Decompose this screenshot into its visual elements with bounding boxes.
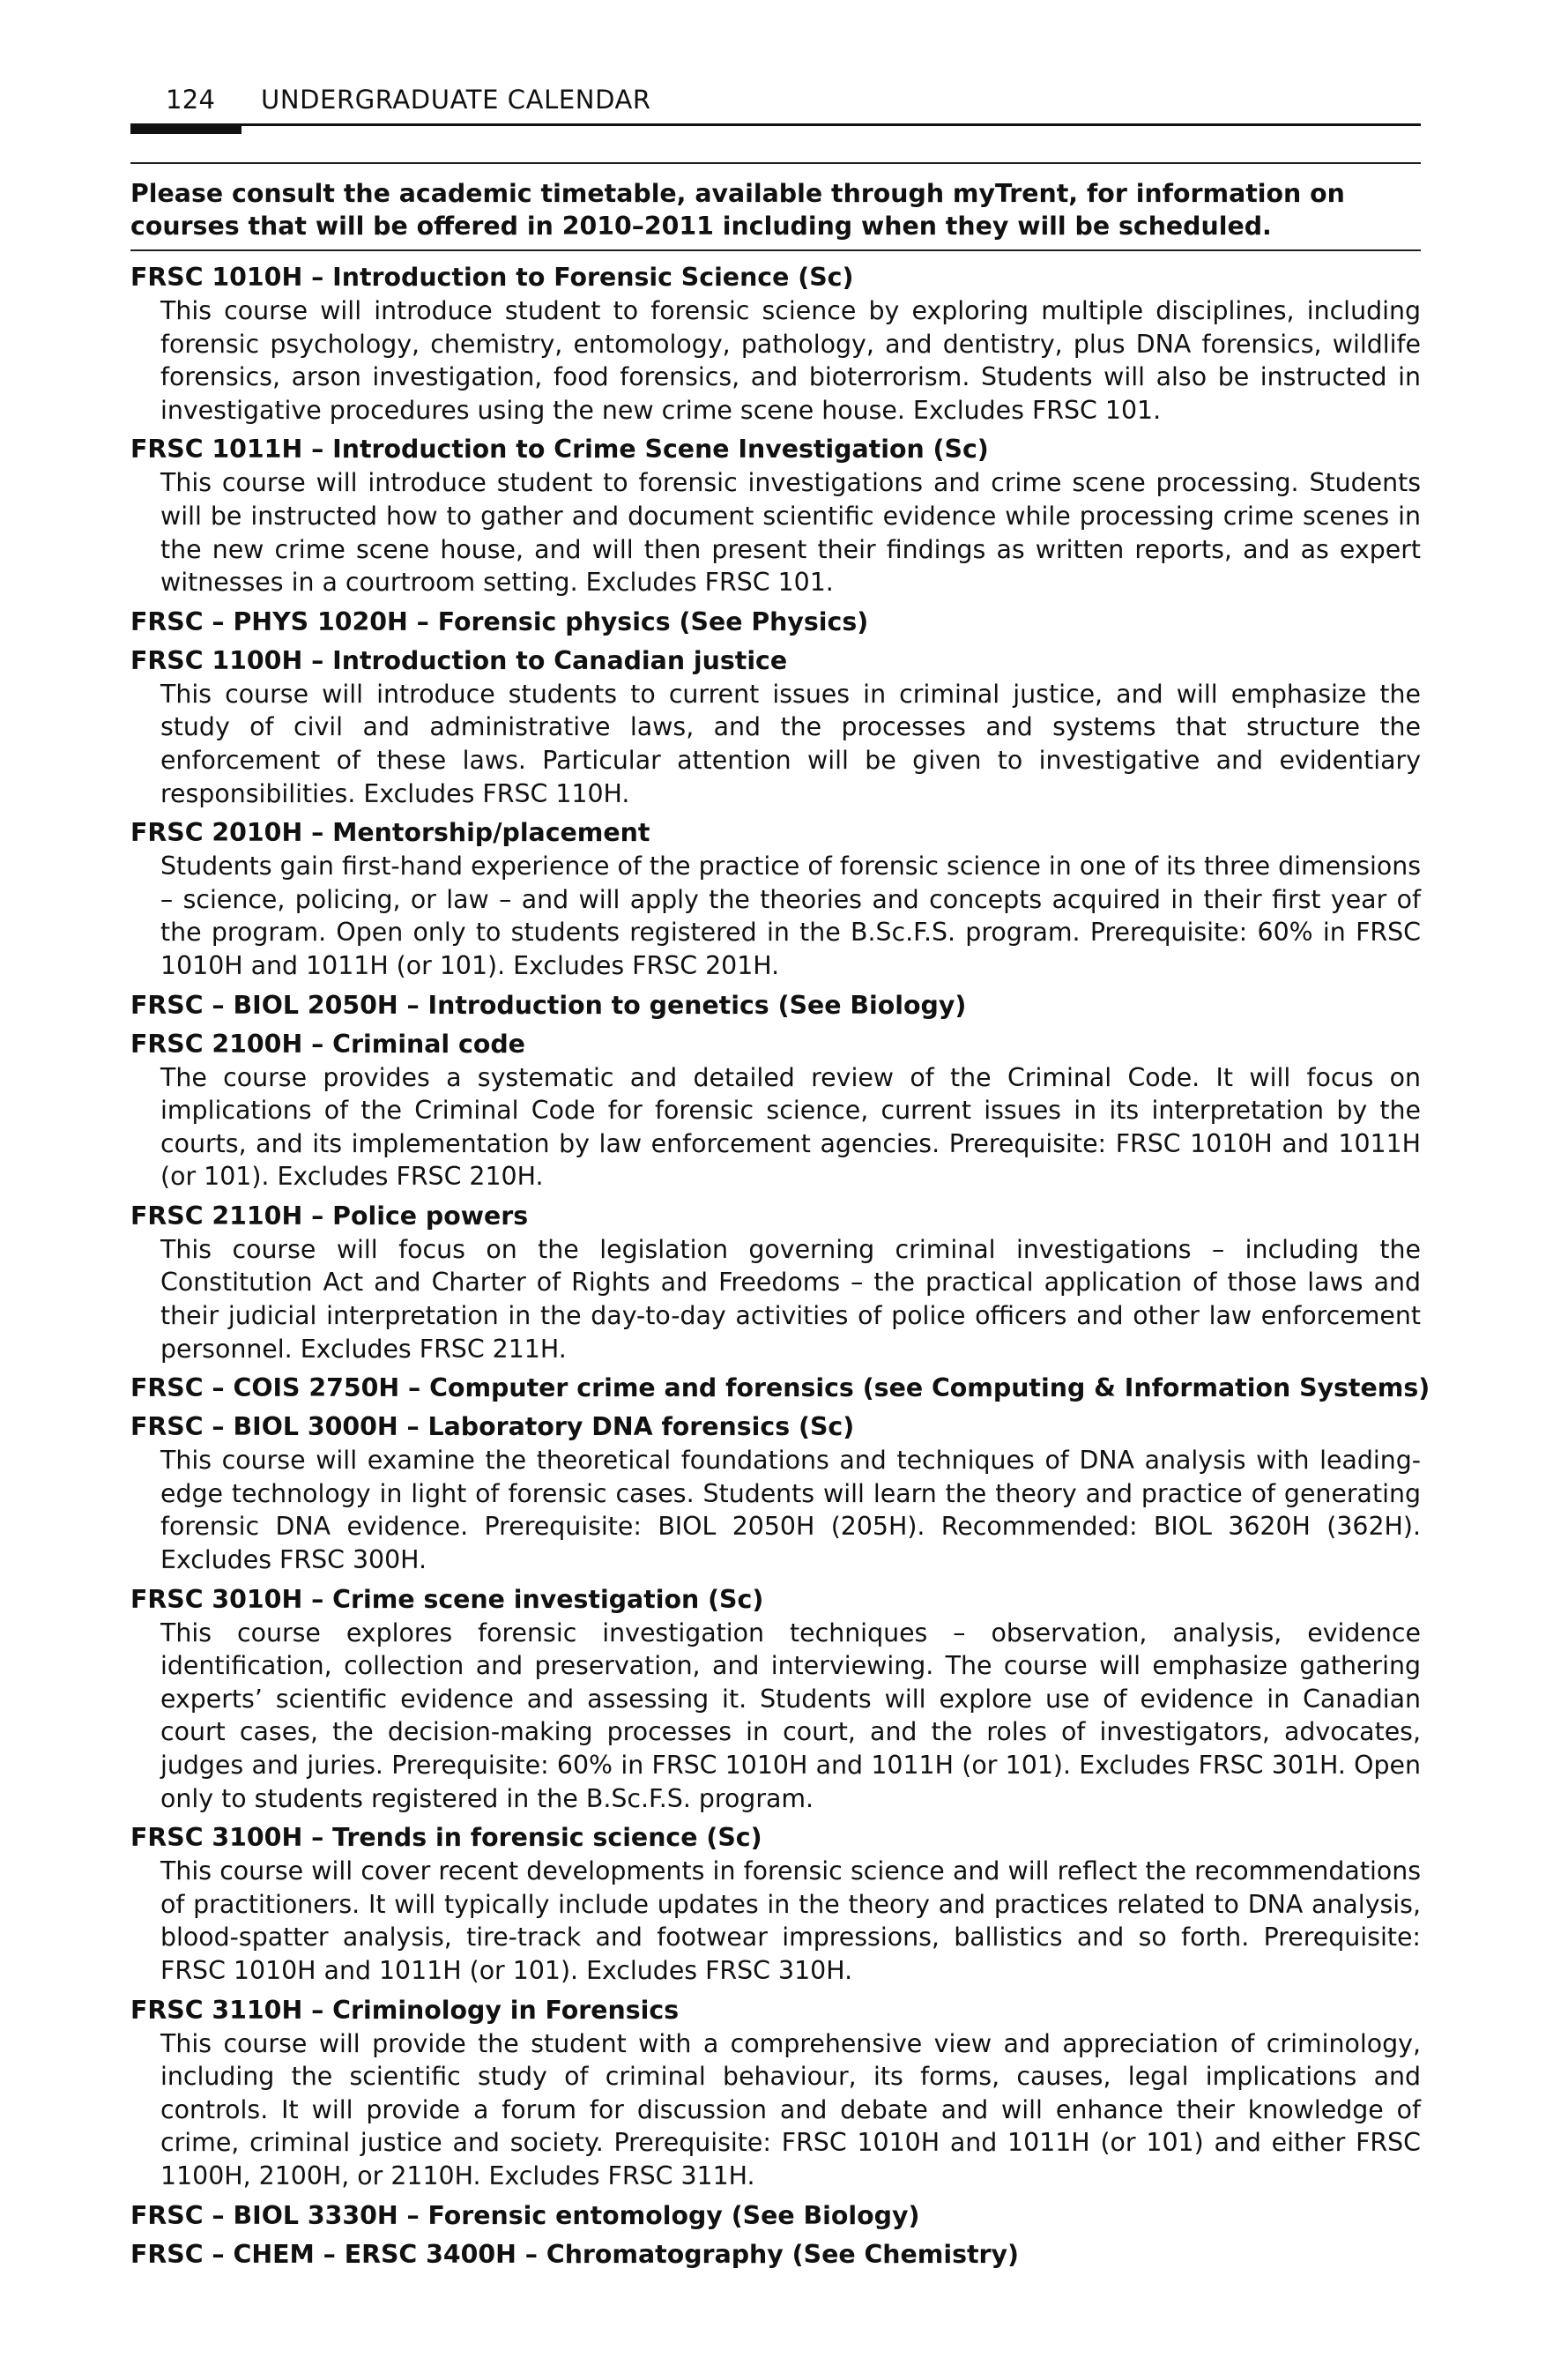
course-description: This course explores forensic investigation techniques – observation, analysis, evidence identification, collection and preservation, and interviewing. The course will emphasize gathering experts’ scientific evidence and assessing it. Students will explore use of evidence in Canadian court cases, the decision-making processes in court, and the roles of investigators, advocates, judges and juries. Prerequisite: 60% in FRSC 1010H and 1011H (or 101). Excludes FRSC 301H. Open only to students registered in the B.Sc.F.S. program. (160, 1618, 1421, 1813)
course-title: FRSC – CHEM – ERSC 3400H – Chromatography (See Chemistry) (130, 2239, 1020, 2269)
course-description: This course will cover recent developments in forensic science and will reflect the recommendations of practitioners. It will typically include updates in the theory and practices related to DNA analysis, blood-spatter analysis, tire-track and footwear impressions, ballistics and so forth. Prerequisite: FRSC 1010H and 1011H (or 101). Excludes FRSC 310H. (160, 1856, 1421, 1985)
course-title: FRSC 2010H – Mentorship/placement (130, 818, 650, 848)
course-description: Students gain first-hand experience of the practice of forensic science in one of its three dimensions – science, policing, or law – and will apply the theories and concepts acquired in their first year of the program. Open only to students registered in the B.Sc.F.S. program. Prerequisite: 60% in FRSC 1010H and 1011H (or 101). Excludes FRSC 201H. (160, 852, 1421, 980)
course-title: FRSC 2110H – Police powers (130, 1201, 529, 1231)
course-title: FRSC – PHYS 1020H – Forensic physics (See Physics) (130, 606, 869, 636)
course-description: This course will introduce students to current issues in criminal justice, and will emphasize the study of civil and administrative laws, and the processes and systems that structure the enforcement of these laws. Particular attention will be given to investigative and evidentiary responsibilities. Excludes FRSC 110H. (160, 679, 1421, 808)
course-description: This course will provide the student with a comprehensive view and appreciation of criminology, including the scientific study of criminal behaviour, its forms, causes, legal implications and controls. It will provide a forum for discussion and debate and will enhance their knowledge of crime, criminal justice and society. Prerequisite: FRSC 1010H and 1011H (or 101) and either FRSC 1100H, 2100H, or 2110H. Excludes FRSC 311H. (160, 2028, 1421, 2190)
course-entry (130, 1200, 1421, 1365)
course-title: FRSC 1011H – Introduction to Crime Scene Investigation (Sc) (130, 435, 989, 465)
course-entry (130, 1372, 1430, 1404)
course-entry (130, 606, 1421, 638)
course-title: FRSC – COIS 2750H – Computer crime and forensics (see Computing & Information Systems) (130, 1373, 1430, 1403)
course-title: FRSC 3110H – Criminology in Forensics (130, 1995, 680, 2025)
course-entry (130, 2238, 1421, 2271)
course-description: This course will introduce student to forensic science by exploring multiple disciplines, including forensic psychology, chemistry, entomology, pathology, and dentistry, plus DNA forensics, wildlife forensics, arson investigation, food forensics, and bioterrorism. Students will also be instructed in investigative procedures using the new crime scene house. Excludes FRSC 101. (160, 296, 1421, 425)
header-tab-marker (130, 123, 241, 134)
course-title: FRSC – BIOL 2050H – Introduction to genetics (See Biology) (130, 990, 967, 1020)
timetable-notice: Please consult the academic timetable, available through myTrent, for information on courses that will be offered in 2010–2011 including when they will be scheduled. (130, 162, 1421, 251)
course-entry (130, 261, 1421, 427)
course-title: FRSC 3010H – Crime scene investigation (Sc) (130, 1584, 764, 1614)
course-entry (130, 989, 1421, 1022)
course-title: FRSC – BIOL 3000H – Laboratory DNA forensics (Sc) (130, 1412, 855, 1442)
running-title: UNDERGRADUATE CALENDAR (261, 85, 651, 115)
course-entry (130, 644, 1421, 810)
header-rule (130, 123, 1421, 126)
course-list (130, 261, 1430, 2277)
course-entry (130, 1821, 1421, 1987)
course-description: This course will introduce student to forensic investigations and crime scene processing. Students will be instructed how to gather and document scientific evidence while processing crime scenes in the new crime scene house, and will then present their findings as written reports, and as expert witnesses in a courtroom setting. Excludes FRSC 101. (160, 468, 1421, 598)
course-title: FRSC 1010H – Introduction to Forensic Science (Sc) (130, 263, 854, 292)
course-entry (130, 433, 1421, 599)
course-description: This course will examine the theoretical foundations and techniques of DNA analysis with leading-edge technology in light of forensic cases. Students will learn the theory and practice of generating forensic DNA evidence. Prerequisite: BIOL 2050H (205H). Recommended: BIOL 3620H (362H). Excludes FRSC 300H. (160, 1446, 1421, 1575)
page-number: 124 (166, 85, 216, 115)
course-entry (130, 1028, 1421, 1194)
course-description: The course provides a systematic and detailed review of the Criminal Code. It will focus on implications of the Criminal Code for forensic science, current issues in its interpretation by the courts, and its implementation by law enforcement agencies. Prerequisite: FRSC 1010H and 1011H (or 101). Excludes FRSC 210H. (160, 1062, 1421, 1192)
course-entry (130, 1994, 1421, 2193)
course-title: FRSC 3100H – Trends in forensic science (Sc) (130, 1823, 762, 1853)
course-entry (130, 2199, 1421, 2232)
course-title: FRSC 2100H – Criminal code (130, 1029, 525, 1059)
course-entry (130, 816, 1421, 982)
course-description: This course will focus on the legislation governing criminal investigations – including the Constitution Act and Charter of Rights and Freedoms – the practical application of those laws and their judicial interpretation in the day-to-day activities of police officers and other law enforcement personnel. Excludes FRSC 211H. (160, 1234, 1421, 1364)
course-title: FRSC 1100H – Introduction to Canadian justice (130, 645, 788, 675)
course-title: FRSC – BIOL 3330H – Forensic entomology (See Biology) (130, 2200, 920, 2230)
page-header (130, 81, 1421, 136)
course-entry (130, 1583, 1421, 1816)
course-entry (130, 1410, 1421, 1576)
